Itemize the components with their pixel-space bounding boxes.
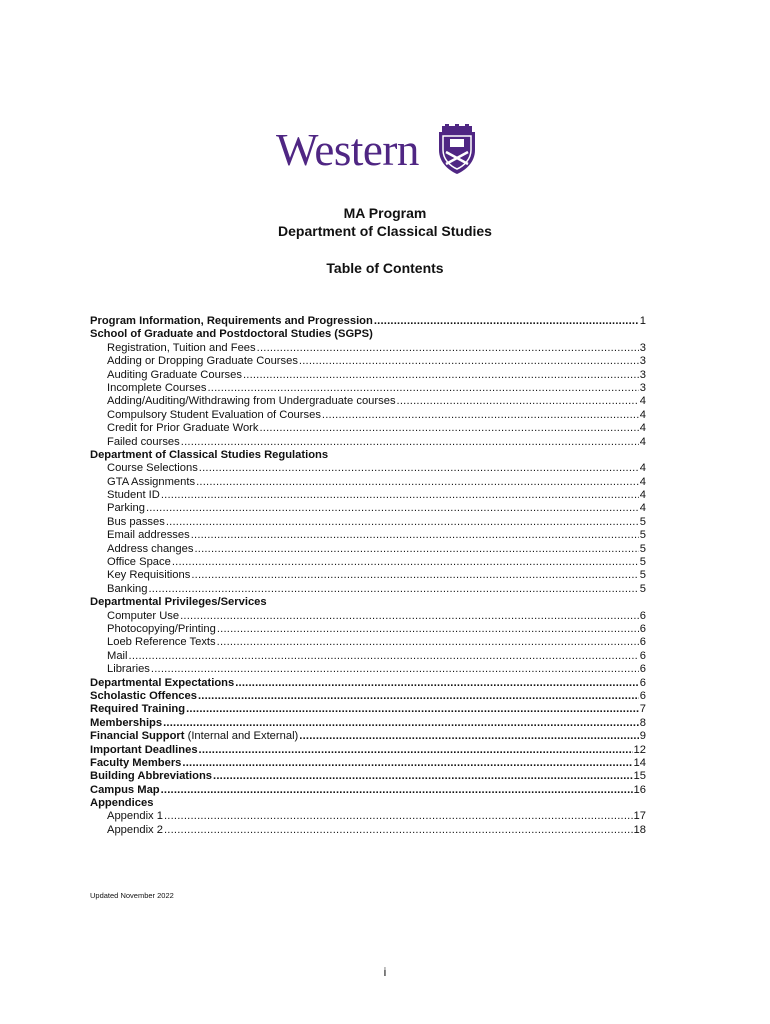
toc-entry[interactable] [90, 409, 646, 422]
toc-leader-dots [194, 543, 638, 556]
toc-entry-label [107, 342, 256, 355]
toc-entry-label [107, 556, 171, 569]
toc-entry-page: 14 [633, 756, 646, 769]
toc-entry-label-text: Faculty Members [90, 756, 182, 769]
toc-entry-label-text: GTA Assignments [107, 475, 196, 488]
toc-leader-dots [129, 650, 639, 663]
toc-entry-label [107, 355, 298, 368]
toc-entry-label-text: Important Deadlines [90, 743, 198, 756]
toc-entry-page: 5 [639, 542, 646, 555]
toc-entry-page: 4 [639, 489, 646, 502]
toc-entry-label-text: Financial Support [90, 730, 185, 743]
toc-entry-label [107, 409, 321, 422]
toc-entry[interactable] [90, 529, 646, 542]
toc-entry[interactable] [90, 328, 646, 341]
toc-entry-label [107, 529, 190, 542]
toc-entry-label-text: Incomplete Courses [107, 381, 207, 394]
toc-entry-page: 9 [639, 730, 646, 743]
toc-entry-label [107, 502, 145, 515]
toc-entry-label: Department of Classical Studies Regulations [90, 448, 329, 461]
toc-entry[interactable] [90, 784, 646, 797]
toc-leader-dots [163, 717, 639, 730]
toc-entry-page: 12 [633, 743, 646, 756]
toc-leader-dots [181, 436, 639, 449]
toc-entry-page: 5 [639, 569, 646, 582]
toc-entry-page: 17 [633, 810, 646, 823]
toc-entry[interactable] [90, 342, 646, 355]
toc-entry[interactable] [90, 489, 646, 502]
toc-entry-label-text: Campus Map [90, 783, 160, 796]
toc-entry-label [107, 516, 165, 529]
toc-leader-dots [166, 516, 639, 529]
toc-leader-dots [196, 476, 639, 489]
toc-entry-label-text: Program Information, Requirements and Progression [90, 315, 373, 327]
toc-entry-label [107, 395, 396, 408]
toc-entry[interactable] [90, 824, 646, 837]
toc-entry-label [90, 770, 212, 783]
toc-leader-dots [146, 502, 639, 515]
toc-entry[interactable] [90, 583, 646, 596]
toc-entry-label [107, 636, 216, 649]
toc-entry[interactable] [90, 502, 646, 515]
toc-entry-page: 6 [639, 689, 646, 702]
toc-entry-label [107, 663, 150, 676]
toc-entry-page: 6 [639, 649, 646, 662]
toc-entry-label-text: Parking [107, 502, 145, 515]
toc-entry-page: 3 [639, 355, 646, 368]
toc-entry[interactable] [90, 677, 646, 690]
toc-entry-label: Departmental Privileges/Services [90, 596, 267, 609]
toc-entry-label: School of Graduate and Postdoctoral Studies (SGPS) [90, 328, 373, 341]
toc-entry-label-text: Key Requisitions [107, 569, 191, 582]
toc-leader-dots [164, 810, 633, 823]
toc-entry-label [107, 623, 216, 636]
toc-entry-label-text: Appendix 1 [107, 810, 163, 823]
toc-entry-label-text: Mail [107, 649, 128, 662]
toc-entry-page: 3 [639, 381, 646, 394]
toc-entry[interactable] [90, 623, 646, 636]
toc-entry[interactable] [90, 810, 646, 823]
toc-entry-label-text: Compulsory Student Evaluation of Courses [107, 408, 321, 421]
toc-entry-label-text: Loeb Reference Texts [107, 636, 216, 649]
toc-entry[interactable] [90, 757, 646, 770]
toc-entry[interactable] [90, 422, 646, 435]
toc-entry-page: 6 [639, 676, 646, 689]
toc-leader-dots [191, 529, 639, 542]
toc-title: Table of Contents [326, 260, 444, 276]
toc-entry-label-text: Required Training [90, 703, 186, 716]
toc-entry-label-text: Auditing Graduate Courses [107, 368, 242, 381]
updated-date: Updated November 2022 [90, 891, 174, 900]
toc-entry[interactable] [90, 610, 646, 623]
toc-leader-dots [182, 757, 632, 770]
toc-entry[interactable] [90, 543, 646, 556]
toc-entry-label-text: Email addresses [107, 529, 190, 542]
toc-entry-label [90, 757, 181, 770]
toc-entry[interactable] [90, 744, 646, 757]
toc-entry[interactable] [90, 690, 646, 703]
toc-entry-label [90, 730, 298, 743]
toc-entry-page: 4 [639, 422, 646, 435]
toc-leader-dots [260, 422, 639, 435]
toc-entry-label-text: Departmental Expectations [90, 676, 235, 689]
toc-entry-label-text: Memberships [90, 716, 163, 729]
toc-entry-page: 6 [639, 622, 646, 635]
toc-entry-label [107, 650, 128, 663]
toc-entry-label-text: Appendix 2 [107, 823, 163, 836]
toc-entry-page: 5 [639, 515, 646, 528]
toc-entry-label [90, 690, 197, 703]
toc-entry-label [107, 824, 163, 837]
toc-entry-label-text: Computer Use [107, 609, 180, 622]
toc-entry-label-text: Building Abbreviations [90, 770, 213, 783]
toc-leader-dots [257, 342, 639, 355]
toc-leader-dots [199, 744, 633, 757]
toc-entry-page: 4 [639, 408, 646, 421]
toc-entry[interactable] [90, 596, 646, 609]
toc-entry-page: 18 [633, 823, 646, 836]
toc-entry-label [107, 462, 198, 475]
toc-leader-dots [217, 623, 639, 636]
toc-entry-label-text: Libraries [107, 663, 150, 676]
toc-entry[interactable] [90, 382, 646, 395]
toc-entry[interactable] [90, 315, 646, 328]
logo-wordmark: Western [276, 125, 419, 175]
toc-entry-page: 3 [639, 341, 646, 354]
toc-entry-label [107, 476, 195, 489]
toc-entry[interactable] [90, 663, 646, 676]
toc-entry-page: 7 [639, 703, 646, 716]
toc-leader-dots [151, 663, 639, 676]
toc-entry[interactable] [90, 650, 646, 663]
toc-entry-label-text: Student ID [107, 489, 160, 502]
toc-entry-label [90, 744, 198, 757]
toc-entry[interactable] [90, 703, 646, 716]
toc-entry-label [107, 543, 193, 556]
department-title: Department of Classical Studies [278, 223, 492, 239]
toc-entry[interactable] [90, 730, 646, 743]
toc-entry[interactable] [90, 516, 646, 529]
toc-entry-label-text: Course Selections [107, 462, 198, 475]
toc-entry[interactable] [90, 462, 646, 475]
toc-entry-label [107, 583, 147, 596]
toc-entry-page: 15 [633, 770, 646, 783]
toc-leader-dots [299, 355, 639, 368]
toc-entry-page: 4 [639, 435, 646, 448]
toc-entry-label [107, 422, 259, 435]
toc-entry-label [107, 382, 207, 395]
toc-entry-page: 6 [639, 609, 646, 622]
toc-entry-label-text: Photocopying/Printing [107, 622, 216, 635]
toc-entry[interactable] [90, 449, 646, 462]
program-title: MA Program [343, 205, 427, 221]
toc-leader-dots [148, 583, 638, 596]
toc-entry-label-text: Banking [107, 582, 148, 595]
toc-leader-dots [243, 369, 639, 382]
toc-entry-label [107, 810, 163, 823]
toc-entry-label [90, 315, 373, 328]
toc-leader-dots [217, 636, 639, 649]
toc-entry-page: 4 [639, 462, 646, 475]
toc-entry-label-text: Credit for Prior Graduate Work [107, 422, 259, 435]
crest-icon [436, 124, 478, 176]
toc-entry-label-text: Bus passes [107, 515, 165, 528]
toc-leader-dots [161, 489, 639, 502]
page-number: i [383, 965, 387, 979]
toc-entry-label-text: Office Space [107, 556, 171, 569]
toc-leader-dots [198, 690, 639, 703]
toc-leader-dots [208, 382, 639, 395]
toc-entry[interactable] [90, 569, 646, 582]
toc-entry-page: 4 [639, 502, 646, 515]
toc-entry-label [90, 784, 160, 797]
toc-entry-label [107, 369, 242, 382]
toc-leader-dots [299, 730, 638, 743]
toc-entry[interactable] [90, 436, 646, 449]
toc-entry[interactable] [90, 770, 646, 783]
toc-entry-label [107, 569, 190, 582]
toc-entry[interactable] [90, 797, 646, 810]
toc-leader-dots [397, 395, 639, 408]
toc-entry[interactable] [90, 355, 646, 368]
toc-entry-label-text: Registration, Tuition and Fees [107, 341, 256, 354]
toc-entry[interactable] [90, 717, 646, 730]
toc-entry-page: 8 [639, 716, 646, 729]
toc-entry-label-text: Scholastic Offences [90, 689, 197, 702]
toc-entry-label [107, 610, 179, 623]
toc-leader-dots [161, 784, 633, 797]
toc-entry-label-text: Failed courses [107, 435, 180, 448]
toc-leader-dots [213, 770, 633, 783]
toc-entry-page: 3 [639, 368, 646, 381]
toc-entry-label: Appendices [90, 797, 154, 810]
toc-entry-label [90, 717, 162, 730]
toc-entry[interactable] [90, 636, 646, 649]
toc-entry[interactable] [90, 369, 646, 382]
toc-entry-page: 4 [639, 475, 646, 488]
toc-entry-label [90, 703, 185, 716]
toc-entry-page: 6 [639, 663, 646, 676]
toc-leader-dots [199, 462, 639, 475]
toc-leader-dots [180, 610, 639, 623]
toc-entry-label [107, 436, 180, 449]
toc-leader-dots [186, 703, 639, 716]
table-of-contents [90, 315, 646, 837]
toc-entry-label [90, 677, 234, 690]
toc-leader-dots [191, 569, 638, 582]
toc-entry[interactable] [90, 476, 646, 489]
toc-leader-dots [172, 556, 639, 569]
toc-entry-page: 1 [639, 315, 646, 327]
toc-leader-dots [164, 824, 633, 837]
toc-entry-page: 16 [633, 783, 646, 796]
toc-entry-label [107, 489, 160, 502]
toc-entry-page: 5 [639, 582, 646, 595]
toc-entry-page: 6 [639, 636, 646, 649]
toc-entry[interactable] [90, 395, 646, 408]
toc-entry-label-text: Adding or Dropping Graduate Courses [107, 355, 298, 368]
toc-entry[interactable] [90, 556, 646, 569]
western-logo [276, 124, 486, 176]
toc-entry-page: 5 [639, 529, 646, 542]
toc-leader-dots [374, 315, 639, 328]
toc-entry-label-text: Address changes [107, 542, 194, 555]
toc-entry-label-text: Adding/Auditing/Withdrawing from Undergraduate courses [107, 395, 396, 408]
toc-entry-page: 5 [639, 556, 646, 569]
toc-leader-dots [322, 409, 639, 422]
toc-entry-page: 4 [639, 395, 646, 408]
toc-leader-dots [235, 677, 639, 690]
toc-entry-label-suffix: (Internal and External) [184, 730, 299, 743]
